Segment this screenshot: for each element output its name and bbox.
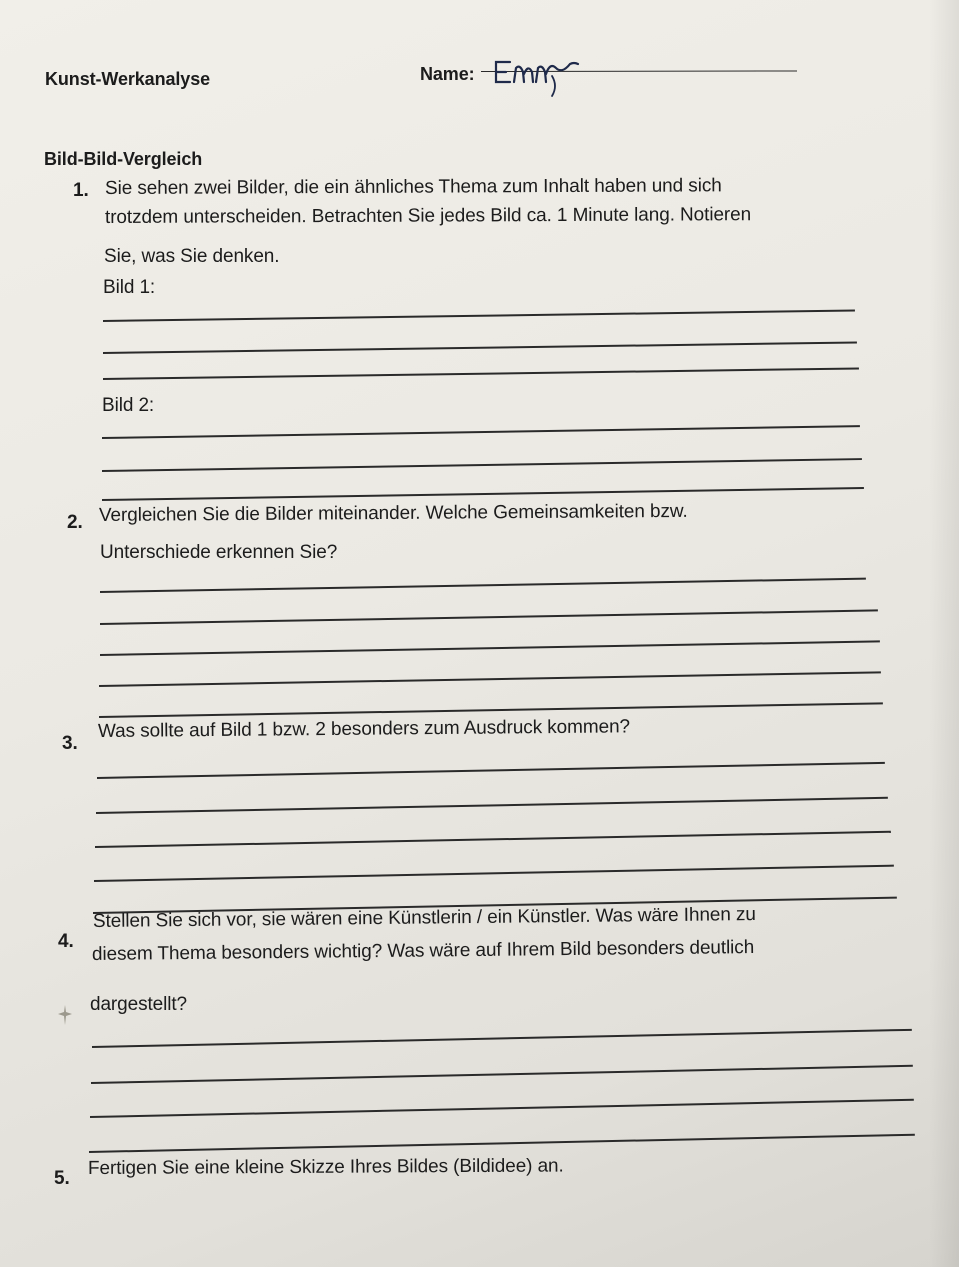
task-4-number: 4. <box>58 931 74 952</box>
page-shadow <box>929 0 959 1267</box>
answer-line[interactable] <box>100 578 866 593</box>
bild-2-label: Bild 2: <box>102 395 155 416</box>
answer-line[interactable] <box>103 341 857 353</box>
answer-line[interactable] <box>100 640 880 655</box>
answer-line[interactable] <box>102 487 864 501</box>
task-4-text-line: diesem Thema besonders wichtig? Was wäre auf Ihrem Bild besonders deutlich <box>91 937 755 965</box>
answer-line[interactable] <box>91 1065 913 1084</box>
answer-line[interactable] <box>100 609 878 624</box>
answer-line[interactable] <box>102 425 860 438</box>
answer-line[interactable] <box>103 310 855 322</box>
task-5-text-line: Fertigen Sie eine kleine Skizze Ihres Bildes (Bildidee) an. <box>87 1155 564 1179</box>
answer-line[interactable] <box>95 831 891 848</box>
svg-text:Emma: Emma <box>488 98 491 99</box>
answer-line[interactable] <box>99 702 883 717</box>
task-1-text-line: trotzdem unterscheiden. Betrachten Sie jedes Bild ca. 1 Minute lang. Notieren <box>104 204 752 228</box>
task-4-text-line: dargestellt? <box>90 994 188 1015</box>
worksheet-title: Kunst-Werkanalyse <box>45 69 211 89</box>
task-1-text-line: Sie, was Sie denken. <box>104 246 280 267</box>
answer-line[interactable] <box>103 367 859 379</box>
section-title: Bild-Bild-Vergleich <box>44 149 203 169</box>
task-3-text-line: Was sollte auf Bild 1 bzw. 2 besonders zum Ausdruck kommen? <box>97 716 631 742</box>
answer-line[interactable] <box>96 797 888 814</box>
sketch-area[interactable] <box>60 1200 920 1260</box>
answer-line[interactable] <box>89 1134 915 1153</box>
task-5-number: 5. <box>54 1168 70 1189</box>
task-4-text-line: Stellen Sie sich vor, sie wären eine Künstlerin / ein Künstler. Was wäre Ihnen zu <box>92 904 756 932</box>
task-3-number: 3. <box>62 733 78 754</box>
name-handwriting <box>488 52 598 100</box>
answer-line[interactable] <box>90 1099 914 1118</box>
answer-line[interactable] <box>102 458 862 472</box>
answer-line[interactable] <box>97 762 885 779</box>
task-1-text-line: Sie sehen zwei Bilder, die ein ähnliches Thema zum Inhalt haben und sich <box>104 175 722 199</box>
answer-line[interactable] <box>92 1029 912 1048</box>
margin-sparkle-icon <box>56 1003 74 1027</box>
bild-1-label: Bild 1: <box>103 277 156 298</box>
task-2-text-line: Unterschiede erkennen Sie? <box>100 542 338 563</box>
answer-line[interactable] <box>99 671 881 686</box>
task-2-number: 2. <box>67 512 83 533</box>
answer-line[interactable] <box>94 865 894 882</box>
name-label: Name: <box>420 64 475 84</box>
task-2-text-line: Vergleichen Sie die Bilder miteinander. Welche Gemeinsamkeiten bzw. <box>98 500 688 526</box>
task-1-number: 1. <box>73 180 89 201</box>
